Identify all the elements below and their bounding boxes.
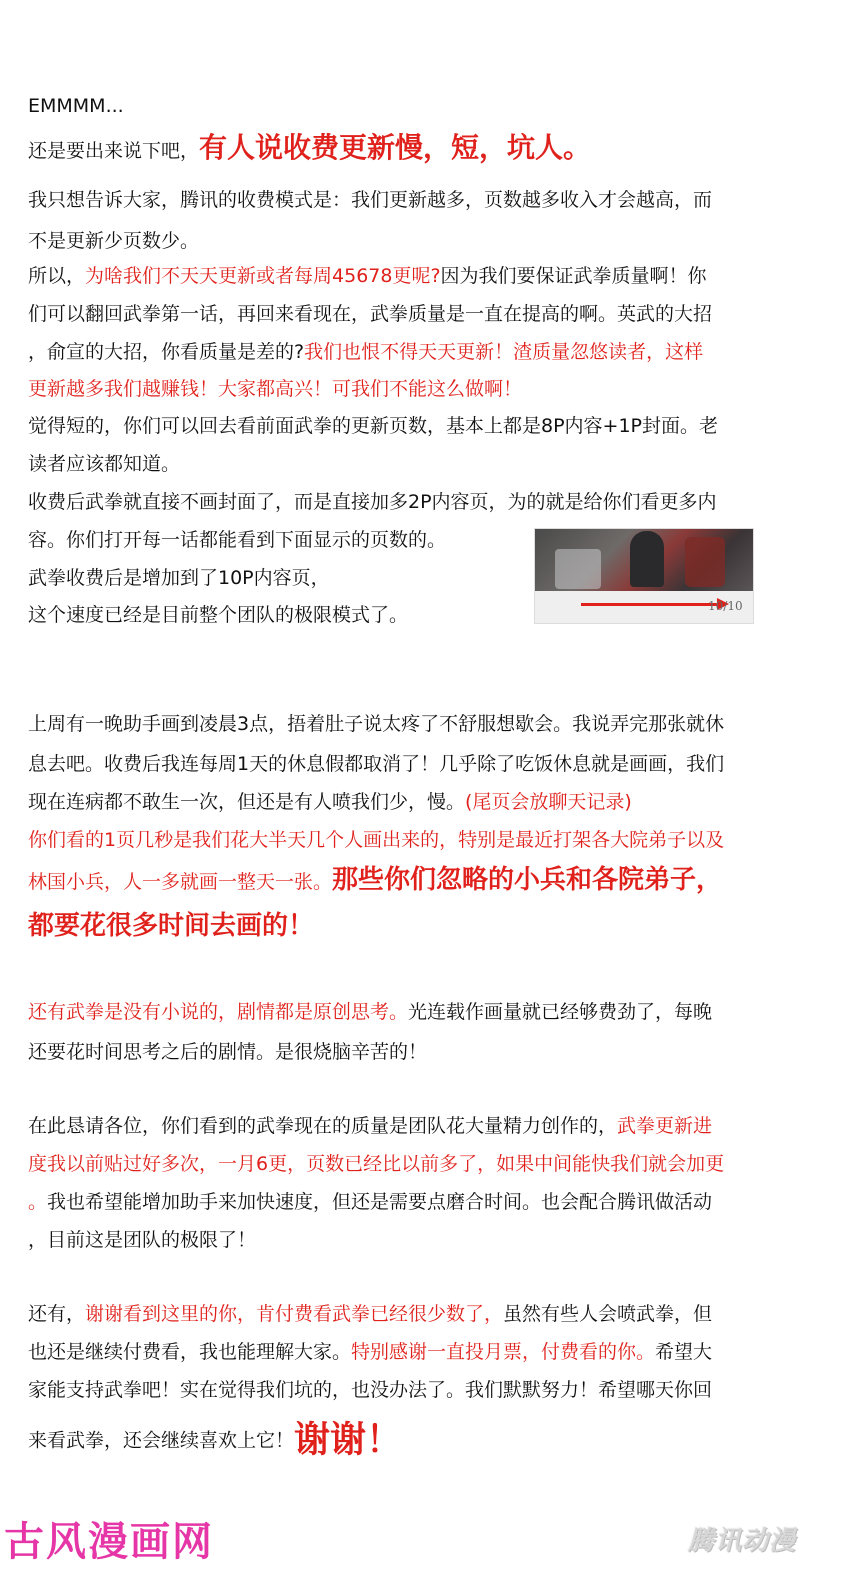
highlight-line: 更新越多我们越赚钱！大家都高兴！可我们不能这么做啊！ bbox=[28, 378, 523, 400]
page-count-screenshot bbox=[534, 528, 754, 624]
emphasis-line: 都要花很多时间去画的！ bbox=[28, 911, 315, 941]
paragraph-line: 现在连病都不敢生一次，但还是有人喷我们少，慢。(尾页会放聊天记录) bbox=[28, 791, 632, 813]
paragraph-line: 容。你们打开每一话都能看到下面显示的页数的。 bbox=[28, 529, 447, 551]
paragraph-line: 林国小兵，人一多就画一整天一张。那些你们忽略的小兵和各院弟子， bbox=[28, 865, 723, 895]
page-counter: 10/10 bbox=[708, 599, 743, 613]
paragraph-line: 还要花时间思考之后的剧情。是很烧脑辛苦的！ bbox=[28, 1041, 428, 1063]
paragraph-line: 还有武拳是没有小说的，剧情都是原创思考。光连载作画量就已经够费劲了，每晚 bbox=[28, 1001, 713, 1023]
comic-panel-image bbox=[535, 529, 753, 591]
paragraph-line: 这个速度已经是目前整个团队的极限模式了。 bbox=[28, 604, 409, 626]
paragraph-line: 们可以翻回武拳第一话，再回来看现在，武拳质量是一直在提高的啊。英武的大招 bbox=[28, 303, 713, 325]
closing-line: 来看武拳，还会继续喜欢上它！谢谢！ bbox=[28, 1419, 403, 1461]
paragraph-line: 家能支持武拳吧！实在觉得我们坑的，也没办法了。我们默默努力！希望哪天你回 bbox=[28, 1379, 713, 1401]
paragraph-line: 还有，谢谢看到这里的你，肯付费看武拳已经很少数了，虽然有些人会喷武拳，但 bbox=[28, 1303, 713, 1325]
highlight-text: 为啥我们不天天更新或者每周45678更呢? bbox=[85, 265, 441, 287]
paragraph-line: 觉得短的，你们可以回去看前面武拳的更新页数，基本上都是8P内容+1P封面。老 bbox=[28, 415, 719, 437]
highlight-line: 度我以前贴过好多次，一月6更，页数已经比以前多了，如果中间能快我们就会加更 bbox=[28, 1153, 725, 1175]
greeting: EMMMM... bbox=[28, 95, 124, 117]
paragraph-line: 上周有一晚助手画到凌晨3点，捂着肚子说太疼了不舒服想歇会。我说弄完那张就休 bbox=[28, 713, 725, 735]
emphasis-text: 那些你们忽略的小兵和各院弟子， bbox=[332, 865, 723, 895]
paragraph-line: 息去吧。收费后我连每周1天的休息假都取消了！几乎除了吃饭休息就是画画，我们 bbox=[28, 753, 725, 775]
paragraph-line: 也还是继续付费看，我也能理解大家。特别感谢一直投月票，付费看的你。希望大 bbox=[28, 1341, 713, 1363]
paragraph-line: 我只想告诉大家，腾讯的收费模式是：我们更新越多，页数越多收入才会越高，而 bbox=[28, 189, 713, 211]
paragraph-line: 读者应该都知道。 bbox=[28, 453, 181, 475]
site-watermark: 古风漫画网 bbox=[4, 1519, 214, 1565]
paragraph-line: ，俞宣的大招，你看质量是差的?我们也恨不得天天更新！渣质量忽悠读者，这样 bbox=[28, 341, 704, 363]
paragraph-line: ，目前这是团队的极限了！ bbox=[28, 1229, 257, 1251]
intro-text: 还是要出来说下吧， bbox=[28, 140, 200, 162]
paragraph-line: 。我也希望能增加助手来加快速度，但还是需要点磨合时间。也会配合腾讯做活动 bbox=[28, 1191, 713, 1213]
paragraph-line: 武拳收费后是增加到了10P内容页， bbox=[28, 567, 330, 589]
chat-log-note: (尾页会放聊天记录) bbox=[465, 791, 632, 813]
paragraph-line: 在此恳请各位，你们看到的武拳现在的质量是团队花大量精力创作的，武拳更新进 bbox=[28, 1115, 713, 1137]
highlight-line: 你们看的1页几秒是我们花大半天几个人画出来的，特别是最近打架各大院弟子以及 bbox=[28, 829, 725, 851]
thanks-text: 谢谢！ bbox=[294, 1419, 403, 1461]
highlight-text: 我们也恨不得天天更新！渣质量忽悠读者，这样 bbox=[304, 341, 704, 363]
paragraph-line: 收费后武拳就直接不画封面了，而是直接加多2P内容页，为的就是给你们看更多内 bbox=[28, 491, 717, 513]
intro-line bbox=[28, 131, 820, 164]
tencent-comic-watermark: 腾讯动漫 bbox=[688, 1526, 797, 1556]
headline-complaint: 有人说收费更新慢，短，坑人。 bbox=[199, 131, 592, 164]
red-arrow-icon bbox=[581, 603, 721, 606]
paragraph-line: 所以，为啥我们不天天更新或者每周45678更呢?因为我们要保证武拳质量啊！你 bbox=[28, 265, 707, 287]
paragraph-line: 不是更新少页数少。 bbox=[28, 230, 200, 252]
